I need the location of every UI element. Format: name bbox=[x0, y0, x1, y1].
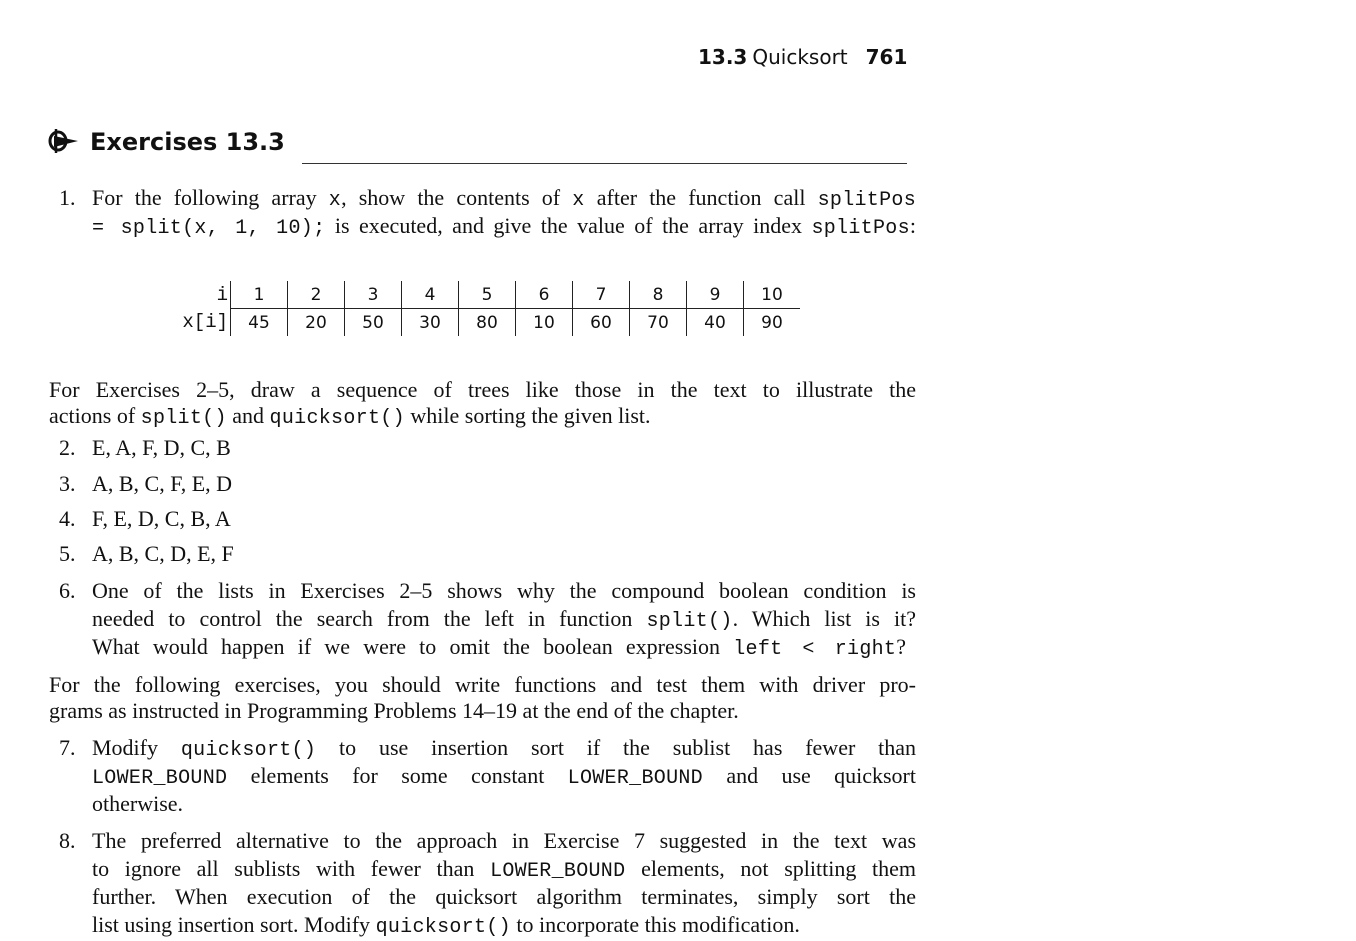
section-number: 13.3 bbox=[698, 45, 748, 69]
index-cell: 4 bbox=[402, 281, 459, 309]
value-cell: 60 bbox=[573, 309, 630, 337]
value-cell: 45 bbox=[231, 309, 288, 337]
exercise-arrow-icon bbox=[48, 128, 80, 154]
exercise-8-line-3: further. When execution of the quicksort algorithm terminates, simply sort the bbox=[92, 884, 916, 909]
exercise-7-line-3: otherwise. bbox=[92, 791, 184, 816]
exercise-6-number: 6. bbox=[59, 578, 76, 603]
heading-rule bbox=[302, 163, 907, 164]
intro-2-5-line-2: actions of split() and quicksort() while sorting the given list. bbox=[49, 403, 651, 430]
array-table bbox=[170, 281, 800, 336]
exercise-1-line-2: = split(x, 1, 10); is executed, and give the value of the array index splitPos: bbox=[92, 213, 916, 240]
running-head bbox=[698, 45, 907, 69]
intro-7-8-line-2: grams as instructed in Programming Problems 14–19 at the end of the chapter. bbox=[49, 698, 739, 723]
index-cell: 7 bbox=[573, 281, 630, 309]
index-cell: 1 bbox=[231, 281, 288, 309]
index-cell: 9 bbox=[687, 281, 744, 309]
index-cell: 10 bbox=[744, 281, 801, 309]
exercise-7-line-2: LOWER_BOUND elements for some constant LOWER_BOUND and use quicksort bbox=[92, 763, 916, 790]
exercise-1-line-1: For the following array x, show the contents of x after the function call splitPos bbox=[92, 185, 917, 212]
exercise-3-list: A, B, C, F, E, D bbox=[92, 471, 233, 496]
index-cell: 3 bbox=[345, 281, 402, 309]
value-cell: 90 bbox=[744, 309, 801, 337]
intro-2-5-line-1: For Exercises 2–5, draw a sequence of trees like those in the text to illustrate the bbox=[49, 377, 916, 402]
value-cell: 80 bbox=[459, 309, 516, 337]
index-cell: 6 bbox=[516, 281, 573, 309]
exercise-5-list: A, B, C, D, E, F bbox=[92, 541, 234, 566]
exercise-6-line-1: One of the lists in Exercises 2–5 shows why the compound boolean condition is bbox=[92, 578, 916, 603]
value-cell: 30 bbox=[402, 309, 459, 337]
table-row-values bbox=[170, 309, 800, 337]
exercise-7-number: 7. bbox=[59, 735, 76, 760]
value-cell: 10 bbox=[516, 309, 573, 337]
intro-7-8-line-1: For the following exercises, you should write functions and test them with driver pro- bbox=[49, 672, 916, 697]
page-number: 761 bbox=[865, 45, 908, 69]
exercise-5-number: 5. bbox=[59, 541, 76, 566]
exercise-8-line-2: to ignore all sublists with fewer than LOWER_BOUND elements, not splitting them bbox=[92, 856, 916, 883]
exercise-6-line-3: What would happen if we were to omit the boolean expression left < right? bbox=[92, 634, 906, 661]
value-cell: 50 bbox=[345, 309, 402, 337]
table-row-index bbox=[170, 281, 800, 309]
exercise-4-number: 4. bbox=[59, 506, 76, 531]
value-cell: 20 bbox=[288, 309, 345, 337]
value-cell: 70 bbox=[630, 309, 687, 337]
row-label-x: x[i] bbox=[182, 311, 228, 334]
exercise-1-number: 1. bbox=[59, 185, 76, 210]
exercise-8-number: 8. bbox=[59, 828, 76, 853]
exercise-3-number: 3. bbox=[59, 471, 76, 496]
exercises-heading-text: Exercises 13.3 bbox=[90, 128, 285, 156]
value-cell: 40 bbox=[687, 309, 744, 337]
section-title: Quicksort bbox=[752, 45, 848, 69]
index-cell: 2 bbox=[288, 281, 345, 309]
exercise-8-line-1: The preferred alternative to the approach in Exercise 7 suggested in the text was bbox=[92, 828, 916, 853]
exercise-4-list: F, E, D, C, B, A bbox=[92, 506, 231, 531]
exercise-2-number: 2. bbox=[59, 435, 76, 460]
exercise-7-line-1: Modify quicksort() to use insertion sort if the sublist has fewer than bbox=[92, 735, 916, 762]
index-cell: 5 bbox=[459, 281, 516, 309]
exercise-2-list: E, A, F, D, C, B bbox=[92, 435, 231, 460]
index-cell: 8 bbox=[630, 281, 687, 309]
exercise-8-line-4: list using insertion sort. Modify quicksort() to incorporate this modification. bbox=[92, 912, 800, 939]
row-label-i: i bbox=[216, 283, 228, 306]
exercise-6-line-2: needed to control the search from the left in function split(). Which list is it? bbox=[92, 606, 916, 633]
exercises-heading bbox=[48, 128, 285, 156]
